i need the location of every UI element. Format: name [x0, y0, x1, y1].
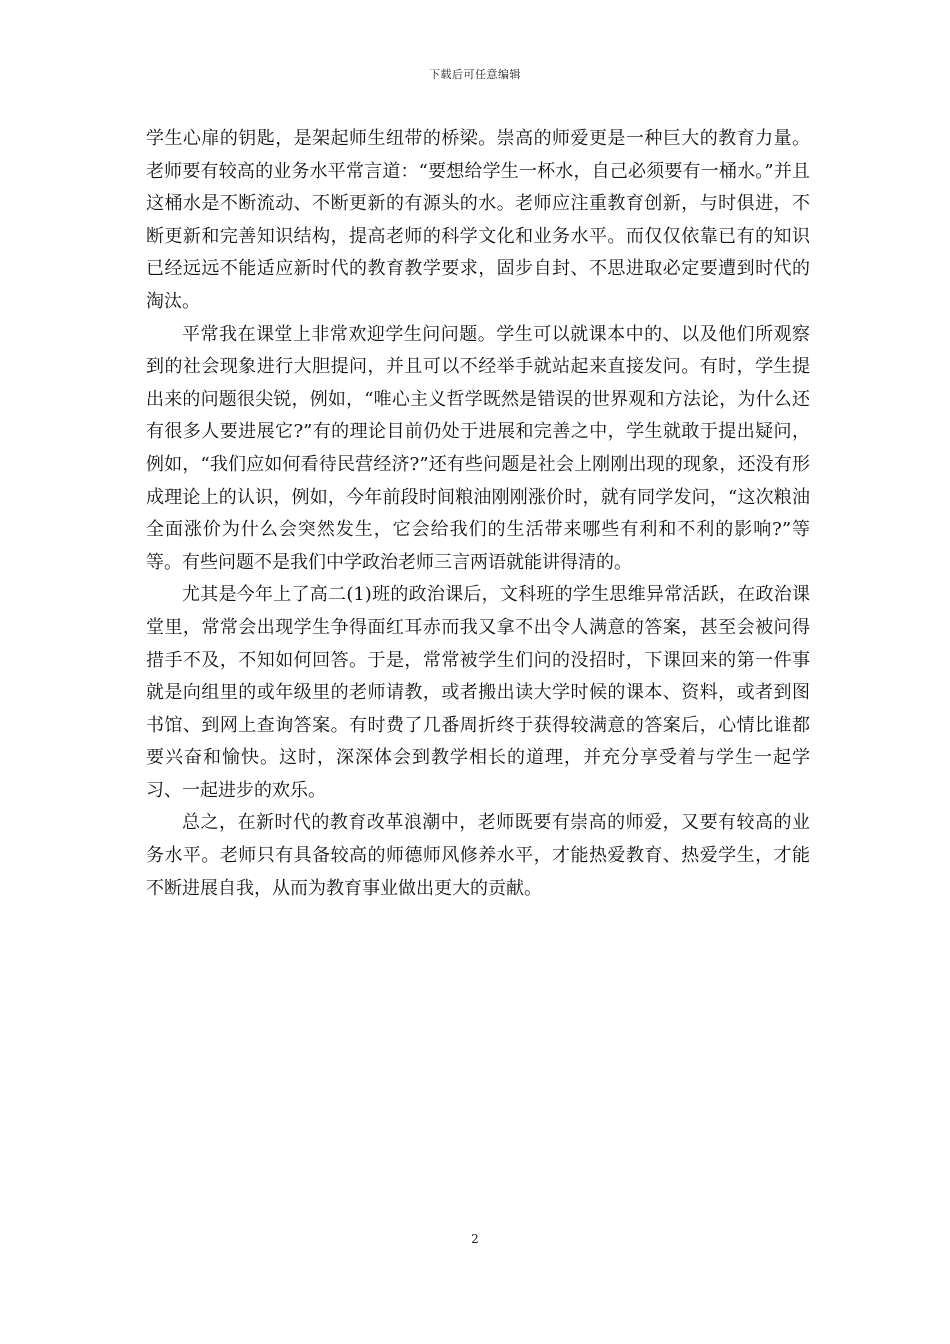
paragraph-continuation: 学生心扉的钥匙，是架起师生纽带的桥梁。崇高的师爱更是一种巨大的教育力量。老师要有较高的业务水平常言道：“要想给学生一杯水，自己必须要有一桶水。”并且这桶水是不断流动、不断更新的有源头的水。老师应注重教育创新，与时俱进，不断更新和完善知识结构，提高老师的科学文化和业务水平。而仅仅依靠已有的知识已经远远不能适应新时代的教育教学要求，固步自封、不思进取必定要遭到时代的淘汰。: [146, 128, 810, 312]
paragraph-senior-class: 尤其是今年上了高二(1)班的政治课后，文科班的学生思维异常活跃，在政治课堂里，常常会出现学生争得面红耳赤而我又拿不出令人满意的答案，甚至会被问得措手不及，不知如何回答。于是，常常被学生们问的没招时，下课回来的第一件事就是向组里的或年级里的老师请教，或者搬出读大学时候的课本、资料，或者到图书馆、到网上查询答案。有时费了几番周折终于获得较满意的答案后，心情比谁都要兴奋和愉快。这时，深深体会到教学相长的道理，并充分享受着与学生一起学习、一起进步的欢乐。: [146, 584, 810, 801]
paragraph-conclusion: 总之，在新时代的教育改革浪潮中，老师既要有崇高的师爱，又要有较高的业务水平。老师只有具备较高的师德师风修养水平，才能热爱教育、热爱学生，才能不断进展自我，从而为教育事业做出更大的贡献。: [146, 812, 810, 899]
paragraph-classroom-questions: 平常我在课堂上非常欢迎学生问问题。学生可以就课本中的、以及他们所观察到的社会现象进行大胆提问，并且可以不经举手就站起来直接发问。有时，学生提出来的问题很尖锐，例如，“唯心主义哲学既然是错误的世界观和方法论，为什么还有很多人要进展它?”有的理论目前仍处于进展和完善之中，学生就敢于提出疑问，例如，“我们应如何看待民营经济?”还有些问题是社会上刚刚出现的现象，还没有形成理论上的认识，例如，今年前段时间粮油刚刚涨价时，就有同学发问，“这次粮油全面涨价为什么会突然发生，它会给我们的生活带来哪些有利和不利的影响?”等等。有些问题不是我们中学政治老师三言两语就能讲得清的。: [146, 323, 810, 573]
body-text: [146, 123, 810, 905]
header-note: 下载后可任意编辑: [429, 68, 521, 81]
page-number: 2: [471, 1232, 479, 1246]
